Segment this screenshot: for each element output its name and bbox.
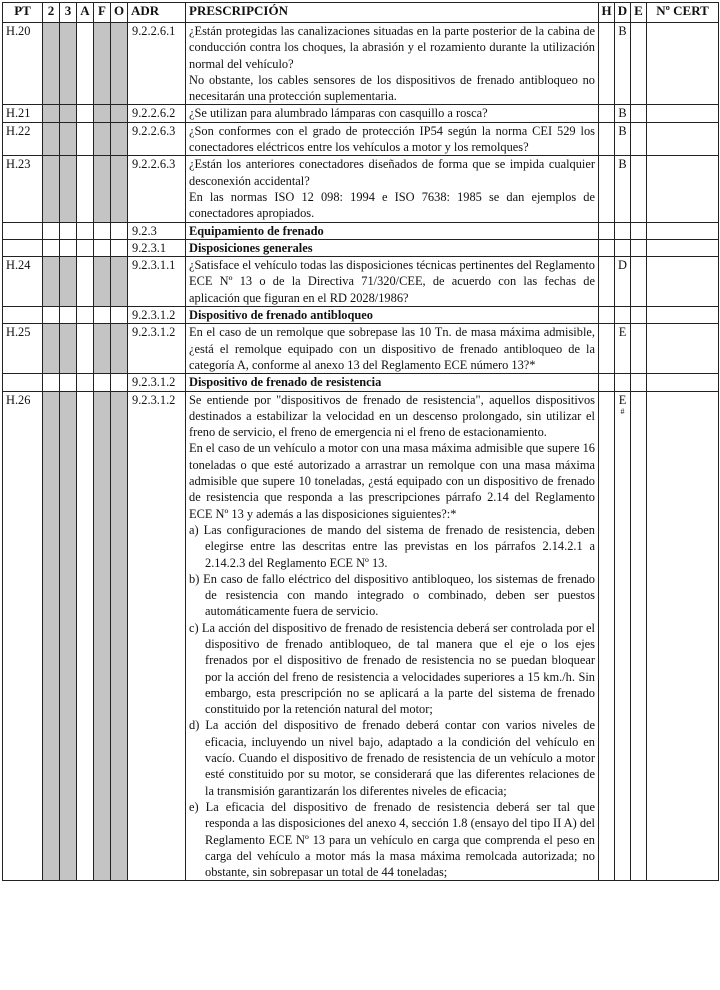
vehicle-category-cell <box>111 156 128 222</box>
vehicle-category-cell <box>111 105 128 122</box>
prescription-text: En las normas ISO 12 098: 1994 e ISO 7638: 1985 se dan ejemplos de conectadores apropiados. <box>189 189 595 221</box>
e-cell <box>631 307 647 324</box>
vehicle-category-cell <box>43 105 60 122</box>
defect-class: B <box>618 157 627 172</box>
adr-cell: 9.2.3.1 <box>128 239 186 256</box>
table-row <box>3 23 719 105</box>
prescription-cell <box>186 391 599 881</box>
cert-cell <box>647 222 719 239</box>
prescription-cell <box>186 23 599 105</box>
vehicle-category-cell <box>43 156 60 222</box>
vehicle-category-cell <box>111 23 128 105</box>
e-cell <box>631 122 647 156</box>
vehicle-category-cell <box>77 257 94 307</box>
section-heading: Equipamiento de frenado <box>189 223 324 238</box>
vehicle-category-cell <box>77 307 94 324</box>
defect-class-cell <box>615 391 631 881</box>
defect-class: E <box>618 325 627 340</box>
vehicle-category-cell <box>60 222 77 239</box>
e-cell <box>631 239 647 256</box>
defect-class-cell <box>615 324 631 374</box>
vehicle-category-cell <box>94 222 111 239</box>
defect-class: B <box>618 106 627 121</box>
vehicle-category-cell <box>94 23 111 105</box>
vehicle-category-cell <box>60 374 77 391</box>
prescription-text: No obstante, los cables sensores de los dispositivos de frenado antibloqueo no necesitarán una protección suplementaria. <box>189 72 595 104</box>
header-col-2: 2 <box>43 3 60 23</box>
defect-class-cell <box>615 156 631 222</box>
header-col-a: A <box>77 3 94 23</box>
vehicle-category-cell <box>60 307 77 324</box>
adr-cell: 9.2.3.1.2 <box>128 374 186 391</box>
vehicle-category-cell <box>111 257 128 307</box>
defect-class-cell <box>615 122 631 156</box>
vehicle-category-cell <box>77 324 94 374</box>
prescription-cell <box>186 257 599 307</box>
h-cell <box>599 391 615 881</box>
prescription-text: En el caso de un vehículo a motor con una masa máxima admisible que supere 16 toneladas o que esté autorizado a arrastrar un remolque con una masa máxima admisible que supere 10 toneladas, ¿está equipado con un dispositivo de frenado de resistencia que responda a las prescripciones párrafo 2.14 del Reglamento ECE Nº 13 y además a las disposiciones siguientes?:* <box>189 441 595 521</box>
prescription-list-item: e) La eficacia del dispositivo de frenado de resistencia deberá ser tal que responda a las disposiciones del anexo 4, sección 1.8 (ensayo del tipo II A) del Reglamento ECE Nº 13 para un vehículo en carga que comprenda el peso en carga del vehículo a motor más la masa máxima remolcada autorizada; no obstante, sin sobrepasar un total de 44 toneladas; <box>189 799 595 880</box>
vehicle-category-cell <box>111 324 128 374</box>
defect-class: E <box>618 392 627 407</box>
cert-cell <box>647 23 719 105</box>
e-cell <box>631 222 647 239</box>
section-heading-row <box>3 374 719 391</box>
vehicle-category-cell <box>43 307 60 324</box>
cert-cell <box>647 257 719 307</box>
prescription-cell <box>186 324 599 374</box>
vehicle-category-cell <box>43 257 60 307</box>
adr-cell: 9.2.3 <box>128 222 186 239</box>
vehicle-category-cell <box>43 23 60 105</box>
vehicle-category-cell <box>94 156 111 222</box>
defect-footnote-mark: # <box>620 406 625 416</box>
header-pt: PT <box>3 3 43 23</box>
vehicle-category-cell <box>94 239 111 256</box>
adr-cell: 9.2.3.1.2 <box>128 391 186 881</box>
table-row <box>3 257 719 307</box>
vehicle-category-cell <box>111 307 128 324</box>
prescription-text: ¿Se utilizan para alumbrado lámparas con casquillo a rosca? <box>189 106 488 121</box>
pt-cell: H.21 <box>3 105 43 122</box>
defect-class-cell <box>615 105 631 122</box>
vehicle-category-cell <box>77 156 94 222</box>
e-cell <box>631 324 647 374</box>
section-heading-row <box>3 239 719 256</box>
prescription-cell <box>186 307 599 324</box>
vehicle-category-cell <box>77 122 94 156</box>
adr-cell: 9.2.3.1.2 <box>128 307 186 324</box>
vehicle-category-cell <box>60 156 77 222</box>
e-cell <box>631 391 647 881</box>
vehicle-category-cell <box>43 239 60 256</box>
prescription-cell <box>186 156 599 222</box>
adr-cell: 9.2.2.6.2 <box>128 105 186 122</box>
prescription-cell <box>186 105 599 122</box>
cert-cell <box>647 122 719 156</box>
defect-class-cell <box>615 239 631 256</box>
adr-cell: 9.2.2.6.3 <box>128 156 186 222</box>
vehicle-category-cell <box>94 324 111 374</box>
e-cell <box>631 23 647 105</box>
prescription-list-item: a) Las configuraciones de mando del sistema de frenado de resistencia, deben elegirse entre las descritas entre las previstas en los párrafos 2.14.2.1 a 2.14.2.3 del Reglamento ECE Nº 13. <box>189 522 595 570</box>
h-cell <box>599 156 615 222</box>
defect-class-cell <box>615 257 631 307</box>
vehicle-category-cell <box>43 122 60 156</box>
header-col-3: 3 <box>60 3 77 23</box>
adr-cell: 9.2.2.6.1 <box>128 23 186 105</box>
e-cell <box>631 374 647 391</box>
header-row <box>3 3 719 23</box>
adr-cell: 9.2.3.1.2 <box>128 324 186 374</box>
vehicle-category-cell <box>111 222 128 239</box>
pt-cell <box>3 239 43 256</box>
vehicle-category-cell <box>111 374 128 391</box>
pt-cell <box>3 374 43 391</box>
vehicle-category-cell <box>94 122 111 156</box>
defect-class: D <box>618 258 627 273</box>
header-h: H <box>599 3 615 23</box>
e-cell <box>631 257 647 307</box>
pt-cell: H.26 <box>3 391 43 881</box>
vehicle-category-cell <box>94 105 111 122</box>
vehicle-category-cell <box>77 239 94 256</box>
inspection-checklist-page <box>2 2 718 986</box>
prescription-text: ¿Satisface el vehículo todas las disposiciones técnicas pertinentes del Reglamento ECE Nº 13 o de la Directiva 71/320/CEE, de acuerdo con las fechas de aplicación que figuran en el RD 2028/1986? <box>189 258 595 305</box>
vehicle-category-cell <box>60 239 77 256</box>
vehicle-category-cell <box>94 374 111 391</box>
defect-class-cell <box>615 222 631 239</box>
cert-cell <box>647 239 719 256</box>
cert-cell <box>647 105 719 122</box>
vehicle-category-cell <box>43 374 60 391</box>
defect-class: B <box>618 24 627 38</box>
vehicle-category-cell <box>60 257 77 307</box>
vehicle-category-cell <box>43 222 60 239</box>
pt-cell: H.24 <box>3 257 43 307</box>
prescription-list-item: c) La acción del dispositivo de frenado de resistencia deberá ser controlada por el dispositivo de frenado antibloqueo, de tal manera que el eje o los ejes frenados por el dispositivo de frenado de resistencia no se puedan bloquear por la acción del freno de resistencia a velocidades superiores a 15 km./h. Sin embargo, esta prescripción no se aplicará a la parte del sistema de frenado constituido por la retención natural del motor; <box>189 620 595 717</box>
prescription-table <box>2 2 719 881</box>
section-heading: Dispositivo de frenado antibloqueo <box>189 308 373 323</box>
header-cert: Nº CERT <box>647 3 719 23</box>
vehicle-category-cell <box>94 391 111 881</box>
h-cell <box>599 257 615 307</box>
vehicle-category-cell <box>60 391 77 881</box>
pt-cell: H.20 <box>3 23 43 105</box>
h-cell <box>599 374 615 391</box>
header-d: D <box>615 3 631 23</box>
section-heading-row <box>3 222 719 239</box>
defect-class-cell <box>615 374 631 391</box>
table-row <box>3 105 719 122</box>
section-heading: Disposiciones generales <box>189 240 313 255</box>
prescription-text: ¿Están protegidas las canalizaciones situadas en la parte posterior de la cabina de conducción contra los choques, la abrasión y el rozamiento durante la utilización normal del vehículo? <box>189 24 595 71</box>
cert-cell <box>647 374 719 391</box>
cert-cell <box>647 156 719 222</box>
prescription-cell <box>186 374 599 391</box>
defect-class-cell <box>615 23 631 105</box>
h-cell <box>599 105 615 122</box>
section-heading: Dispositivo de frenado de resistencia <box>189 375 382 390</box>
pt-cell: H.22 <box>3 122 43 156</box>
prescription-text: Se entiende por "dispositivos de frenado de resistencia", aquellos dispositivos destinados a estabilizar la velocidad en un descenso prolongado, sin utilizar el freno de servicio, el freno de emergencia ni el freno de estacionamiento. <box>189 392 595 440</box>
header-adr: ADR <box>128 3 186 23</box>
table-row <box>3 122 719 156</box>
vehicle-category-cell <box>77 374 94 391</box>
table-row <box>3 156 719 222</box>
header-prescripcion: PRESCRIPCIÓN <box>186 3 599 23</box>
section-heading-row <box>3 307 719 324</box>
cert-cell <box>647 307 719 324</box>
prescription-cell <box>186 239 599 256</box>
table-row <box>3 324 719 374</box>
vehicle-category-cell <box>77 105 94 122</box>
table-row <box>3 391 719 881</box>
defect-class-cell <box>615 307 631 324</box>
header-col-o: O <box>111 3 128 23</box>
vehicle-category-cell <box>77 391 94 881</box>
vehicle-category-cell <box>60 122 77 156</box>
prescription-text: ¿Son conformes con el grado de protección IP54 según la norma CEI 529 los conectadores eléctricos entre los vehículos a motor y los remolques? <box>189 123 595 155</box>
h-cell <box>599 324 615 374</box>
header-col-f: F <box>94 3 111 23</box>
e-cell <box>631 156 647 222</box>
vehicle-category-cell <box>43 391 60 881</box>
h-cell <box>599 122 615 156</box>
h-cell <box>599 222 615 239</box>
prescription-cell <box>186 222 599 239</box>
vehicle-category-cell <box>43 324 60 374</box>
adr-cell: 9.2.2.6.3 <box>128 122 186 156</box>
vehicle-category-cell <box>77 23 94 105</box>
pt-cell: H.25 <box>3 324 43 374</box>
vehicle-category-cell <box>77 222 94 239</box>
prescription-text: ¿Están los anteriores conectadores diseñados de forma que se impida cualquier desconexión accidental? <box>189 157 595 188</box>
cert-cell <box>647 391 719 881</box>
vehicle-category-cell <box>111 239 128 256</box>
vehicle-category-cell <box>60 324 77 374</box>
prescription-cell <box>186 122 599 156</box>
defect-class: B <box>618 123 627 138</box>
prescription-text: En el caso de un remolque que sobrepase las 10 Tn. de masa máxima admisible, ¿está el remolque equipado con un dispositivo de frenado antibloqueo de la categoría A, conforme al anexo 13 del Reglamento ECE número 13?* <box>189 325 595 372</box>
header-e: E <box>631 3 647 23</box>
h-cell <box>599 239 615 256</box>
cert-cell <box>647 324 719 374</box>
pt-cell <box>3 222 43 239</box>
vehicle-category-cell <box>111 391 128 881</box>
vehicle-category-cell <box>94 307 111 324</box>
vehicle-category-cell <box>60 23 77 105</box>
h-cell <box>599 307 615 324</box>
pt-cell: H.23 <box>3 156 43 222</box>
e-cell <box>631 105 647 122</box>
vehicle-category-cell <box>94 257 111 307</box>
adr-cell: 9.2.3.1.1 <box>128 257 186 307</box>
h-cell <box>599 23 615 105</box>
prescription-list-item: b) En caso de fallo eléctrico del dispositivo antibloqueo, los sistemas de frenado de resistencia con mando integrado o combinado, deben ser puestos automáticamente fuera de servicio. <box>189 571 595 619</box>
vehicle-category-cell <box>111 122 128 156</box>
prescription-list-item: d) La acción del dispositivo de frenado deberá contar con varios niveles de eficacia, incluyendo un nivel bajo, adaptado a la condición del vehículo en vacío. Cuando el dispositivo de frenado de resistencia de un vehículo a motor esté constituido por su motor, se considerará que las diferentes relaciones de la transmisión garantizarán los diferentes niveles de eficacia; <box>189 718 595 798</box>
table-body <box>3 23 719 881</box>
vehicle-category-cell <box>60 105 77 122</box>
pt-cell <box>3 307 43 324</box>
